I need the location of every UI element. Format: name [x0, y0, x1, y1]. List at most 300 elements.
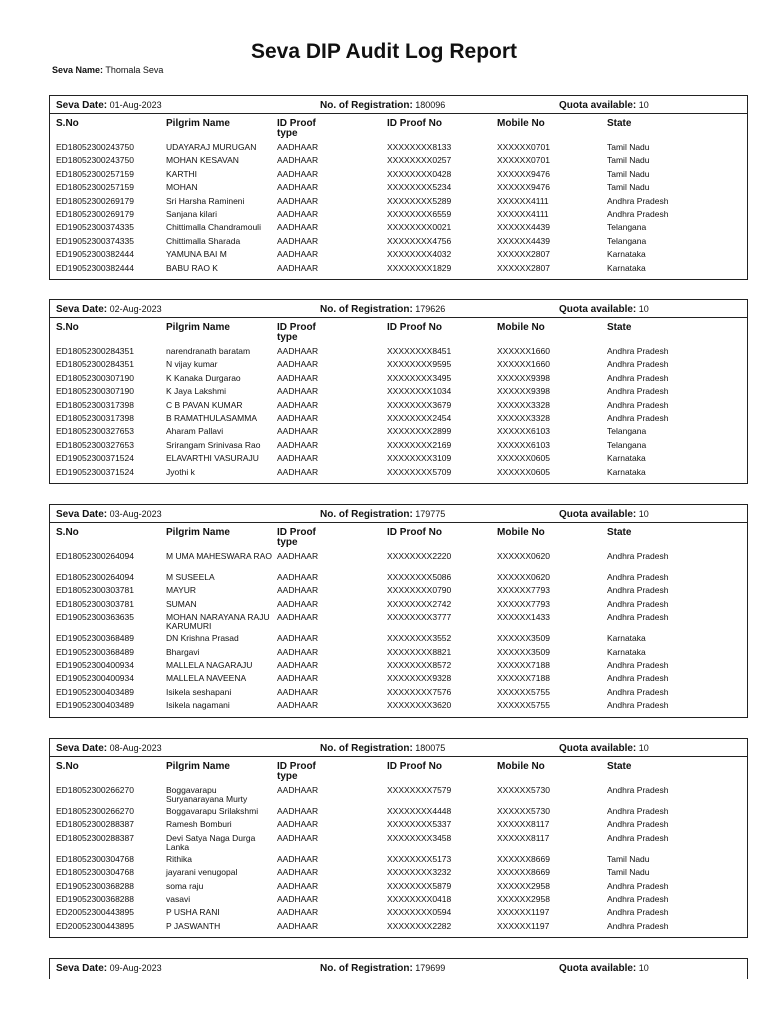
column-header: ID Proof No	[387, 322, 442, 333]
table-row	[50, 399, 747, 412]
table-row	[50, 866, 747, 879]
table-cell: ED19052300374335	[56, 235, 134, 246]
table-cell: AADHAAR	[277, 880, 319, 891]
table-cell: Karnataka	[607, 646, 646, 657]
table-cell: XXXXXXXX5234	[387, 182, 452, 193]
seva-name	[52, 65, 163, 75]
table-row	[50, 880, 747, 893]
table-cell: Andhra Pradesh	[607, 386, 669, 397]
seva-date-value: 02-Aug-2023	[107, 304, 162, 314]
table-cell: Karnataka	[607, 466, 646, 477]
table-cell: XXXXXX3328	[497, 412, 550, 423]
table-cell: XXXXXXXX4756	[387, 235, 452, 246]
table-cell: Andhra Pradesh	[607, 585, 669, 596]
table-cell: XXXXXXXX9595	[387, 359, 452, 370]
table-cell: ED18052300317398	[56, 412, 134, 423]
table-cell: narendranath baratam	[166, 346, 251, 356]
table-cell: XXXXXXXX3552	[387, 633, 452, 644]
block-padding	[50, 933, 747, 937]
table-cell: XXXXXX0605	[497, 466, 550, 477]
table-cell: ED18052300269179	[56, 195, 134, 206]
table-cell: MOHAN	[166, 182, 198, 193]
table-cell: XXXXXXXX6559	[387, 208, 452, 219]
block-padding	[50, 713, 747, 717]
table-cell: Tamil Nadu	[607, 182, 650, 193]
table-cell: Karnataka	[607, 249, 646, 260]
table-cell: ED18052300269179	[56, 208, 134, 219]
table-cell: ED18052300303781	[56, 585, 134, 596]
table-row	[50, 208, 747, 221]
table-cell: Andhra Pradesh	[607, 686, 669, 697]
table-cell: Tamil Nadu	[607, 168, 650, 179]
table-cell: Andhra Pradesh	[607, 700, 669, 711]
table-cell: Andhra Pradesh	[607, 612, 669, 623]
table-cell: ED18052300317398	[56, 399, 134, 410]
table-row	[50, 452, 747, 465]
table-cell: XXXXXXXX5086	[387, 572, 452, 582]
table-cell: BABU RAO K	[166, 262, 218, 273]
seva-name-label: Seva Name:	[52, 65, 104, 75]
table-row	[50, 262, 747, 275]
block-padding	[50, 479, 747, 483]
table-cell: Telangana	[607, 235, 647, 246]
table-cell: Tamil Nadu	[607, 142, 650, 152]
registration-count	[320, 743, 445, 754]
table-cell: AADHAAR	[277, 585, 319, 596]
table-cell: DN Krishna Prasad	[166, 633, 239, 644]
table-cell: AADHAAR	[277, 832, 319, 843]
registration-count-label: No. of Registration:	[320, 100, 413, 111]
table-cell: AADHAAR	[277, 867, 319, 878]
table-cell: ED20052300443895	[56, 907, 134, 918]
column-header: ID Proof type	[277, 527, 316, 548]
seva-date-label: Seva Date:	[56, 509, 108, 520]
table-cell: XXXXXXXX0021	[387, 222, 452, 233]
table-cell: Andhra Pradesh	[607, 659, 669, 670]
seva-date-value: 01-Aug-2023	[107, 100, 162, 110]
table-cell: Telangana	[607, 222, 647, 233]
table-cell: soma raju	[166, 880, 204, 891]
registration-count-label: No. of Registration:	[320, 963, 413, 974]
table-cell: Chittimalla Chandramouli	[166, 222, 261, 233]
seva-date-label: Seva Date:	[56, 304, 108, 315]
table-row	[50, 659, 747, 672]
seva-date	[56, 743, 162, 754]
table-cell: ED18052300327653	[56, 426, 134, 437]
table-row	[50, 611, 747, 632]
registration-count-value: 179626	[412, 304, 446, 314]
table-cell: ED18052300264094	[56, 551, 134, 561]
column-header: S.No	[56, 527, 79, 538]
table-cell: ED18052300257159	[56, 168, 134, 179]
table-cell: ED19052300403489	[56, 686, 134, 697]
column-header: S.No	[56, 761, 79, 772]
table-cell: ED19052300371524	[56, 466, 134, 477]
seva-date	[56, 963, 162, 974]
table-cell: XXXXXX6103	[497, 439, 550, 450]
registration-count-value: 180096	[412, 100, 446, 110]
table-row	[50, 805, 747, 818]
table-cell: AADHAAR	[277, 208, 319, 219]
seva-name-value: Thomala Seva	[105, 65, 164, 75]
column-header: State	[607, 761, 632, 772]
table-row	[50, 141, 747, 154]
table-cell: XXXXXXXX3679	[387, 399, 452, 410]
table-cell: AADHAAR	[277, 893, 319, 904]
table-cell: AADHAAR	[277, 222, 319, 233]
quota-available-value: 10	[636, 743, 649, 753]
registration-count-value: 179775	[412, 509, 446, 519]
quota-available-label: Quota available:	[559, 509, 637, 520]
seva-date-block	[49, 738, 748, 938]
table-cell: XXXXXXXX2899	[387, 426, 452, 437]
table-cell: XXXXXX0701	[497, 142, 550, 152]
table-cell: XXXXXXXX0790	[387, 585, 452, 596]
table-cell: XXXXXX8117	[497, 832, 550, 843]
table-cell: XXXXXX7188	[497, 673, 550, 684]
table-cell: Ramesh Bomburi	[166, 819, 232, 830]
column-header: ID Proof No	[387, 761, 442, 772]
block-header	[50, 505, 747, 523]
quota-available-label: Quota available:	[559, 100, 637, 111]
table-cell: Andhra Pradesh	[607, 208, 669, 219]
table-cell: AADHAAR	[277, 412, 319, 423]
table-cell: Srirangam Srinivasa Rao	[166, 439, 261, 450]
table-cell: P JASWANTH	[166, 920, 221, 931]
table-cell: ED19052300400934	[56, 659, 134, 670]
table-cell: ELAVARTHI VASURAJU	[166, 453, 259, 464]
column-header: Pilgrim Name	[166, 322, 230, 333]
quota-available-label: Quota available:	[559, 743, 637, 754]
table-cell: XXXXXXXX2454	[387, 412, 452, 423]
table-cell: Isikela nagamani	[166, 700, 230, 711]
table-cell: Sanjana kilari	[166, 208, 218, 219]
table-cell: jayarani venugopal	[166, 867, 238, 878]
table-cell: AADHAAR	[277, 249, 319, 260]
column-header: ID Proof type	[277, 118, 316, 139]
registration-count-value: 180075	[412, 743, 446, 753]
column-header: Pilgrim Name	[166, 118, 230, 129]
table-cell: XXXXXXXX5337	[387, 819, 452, 830]
table-cell: XXXXXXXX3109	[387, 453, 452, 464]
seva-date-label: Seva Date:	[56, 100, 108, 111]
table-cell: XXXXXXXX4032	[387, 249, 452, 260]
table-cell: XXXXXX8669	[497, 853, 550, 864]
block-padding	[50, 275, 747, 279]
registration-count-label: No. of Registration:	[320, 304, 413, 315]
table-cell: ED19052300368489	[56, 633, 134, 644]
table-cell: Andhra Pradesh	[607, 195, 669, 206]
table-cell: ED18052300304768	[56, 853, 134, 864]
registration-count	[320, 509, 445, 520]
table-cell: XXXXXXXX5709	[387, 466, 452, 477]
table-cell: Aharam Pallavi	[166, 426, 224, 437]
registration-count-label: No. of Registration:	[320, 509, 413, 520]
table-cell: XXXXXX2807	[497, 249, 550, 260]
table-cell: XXXXXX0620	[497, 551, 550, 561]
quota-available-label: Quota available:	[559, 304, 637, 315]
table-cell: AADHAAR	[277, 346, 319, 356]
table-cell: Karnataka	[607, 453, 646, 464]
column-header: S.No	[56, 118, 79, 129]
table-cell: AADHAAR	[277, 646, 319, 657]
table-cell: XXXXXX7188	[497, 659, 550, 670]
table-cell: Devi Satya Naga Durga Lanka	[166, 832, 256, 852]
table-row	[50, 195, 747, 208]
quota-available-value: 10	[636, 304, 649, 314]
table-cell: AADHAAR	[277, 155, 319, 166]
table-cell: B RAMATHULASAMMA	[166, 412, 257, 423]
table-cell: XXXXXXXX0428	[387, 168, 452, 179]
table-cell: ED19052300368288	[56, 880, 134, 891]
table-cell: AADHAAR	[277, 572, 319, 582]
table-cell: Andhra Pradesh	[607, 551, 669, 561]
table-cell: C B PAVAN KUMAR	[166, 399, 243, 410]
table-cell: ED18052300243750	[56, 142, 134, 152]
table-cell: MOHAN KESAVAN	[166, 155, 239, 166]
table-cell: XXXXXXXX2169	[387, 439, 452, 450]
block-header	[50, 959, 747, 976]
table-cell: AADHAAR	[277, 235, 319, 246]
table-cell: ED19052300382444	[56, 249, 134, 260]
column-header: Mobile No	[497, 118, 545, 129]
table-cell: ED18052300266270	[56, 785, 134, 795]
table-cell: Andhra Pradesh	[607, 372, 669, 383]
table-cell: Andhra Pradesh	[607, 920, 669, 931]
table-cell: Telangana	[607, 439, 647, 450]
table-row	[50, 571, 747, 584]
registration-count	[320, 963, 445, 974]
table-cell: XXXXXX1197	[497, 920, 550, 931]
table-cell: ED19052300382444	[56, 262, 134, 273]
table-cell: Jyothi k	[166, 466, 195, 477]
table-cell: UDAYARAJ MURUGAN	[166, 142, 257, 152]
table-cell: XXXXXX1197	[497, 907, 550, 918]
table-cell: AADHAAR	[277, 785, 319, 795]
table-cell: XXXXXX2807	[497, 262, 550, 273]
table-cell: AADHAAR	[277, 907, 319, 918]
table-cell: MAYUR	[166, 585, 197, 596]
column-headers	[50, 523, 747, 550]
column-headers	[50, 757, 747, 784]
table-cell: ED18052300288387	[56, 832, 134, 843]
table-row	[50, 906, 747, 919]
table-cell: XXXXXX8117	[497, 819, 550, 830]
table-cell: ED19052300368489	[56, 646, 134, 657]
table-cell: AADHAAR	[277, 466, 319, 477]
table-cell: ED18052300243750	[56, 155, 134, 166]
table-cell: XXXXXXXX3458	[387, 832, 452, 843]
table-cell: ED18052300327653	[56, 439, 134, 450]
table-cell: MOHAN NARAYANA RAJU KARUMURI	[166, 612, 270, 632]
table-cell: AADHAAR	[277, 142, 319, 152]
table-cell: Telangana	[607, 426, 647, 437]
table-cell: ED18052300288387	[56, 819, 134, 830]
table-cell: K Jaya Lakshmi	[166, 386, 226, 397]
table-cell: XXXXXXXX2282	[387, 920, 452, 931]
table-cell: AADHAAR	[277, 168, 319, 179]
table-cell: XXXXXXXX3620	[387, 700, 452, 711]
table-cell: Andhra Pradesh	[607, 785, 669, 795]
table-cell: XXXXXXXX3232	[387, 867, 452, 878]
table-cell: XXXXXXXX5879	[387, 880, 452, 891]
table-cell: Andhra Pradesh	[607, 359, 669, 370]
table-cell: XXXXXXXX5289	[387, 195, 452, 206]
table-cell: Bhargavi	[166, 646, 200, 657]
table-cell: Boggavarapu Suryanarayana Murty	[166, 785, 248, 804]
table-cell: XXXXXXXX1829	[387, 262, 452, 273]
table-cell: SUMAN	[166, 598, 197, 609]
table-row	[50, 699, 747, 712]
table-cell: XXXXXX5755	[497, 686, 550, 697]
table-cell: XXXXXX4439	[497, 235, 550, 246]
table-cell: Andhra Pradesh	[607, 399, 669, 410]
seva-date-value: 08-Aug-2023	[107, 743, 162, 753]
table-cell: ED18052300264094	[56, 572, 134, 582]
column-header: State	[607, 527, 632, 538]
quota-available	[559, 509, 649, 520]
table-cell: AADHAAR	[277, 633, 319, 644]
table-row	[50, 550, 747, 571]
table-cell: AADHAAR	[277, 806, 319, 816]
table-cell: AADHAAR	[277, 659, 319, 670]
seva-date-block	[49, 958, 748, 979]
table-row	[50, 818, 747, 831]
table-cell: AADHAAR	[277, 686, 319, 697]
table-cell: Boggavarapu Srilakshmi	[166, 806, 259, 816]
registration-count	[320, 100, 445, 111]
table-cell: AADHAAR	[277, 453, 319, 464]
column-header: State	[607, 322, 632, 333]
table-cell: XXXXXXXX3777	[387, 612, 452, 623]
table-cell: ED18052300307190	[56, 372, 134, 383]
table-cell: XXXXXX5730	[497, 806, 550, 816]
table-cell: XXXXXXXX7576	[387, 686, 452, 697]
table-cell: XXXXXXXX4448	[387, 806, 452, 816]
column-header: S.No	[56, 322, 79, 333]
table-cell: Andhra Pradesh	[607, 673, 669, 684]
table-cell: Tamil Nadu	[607, 853, 650, 864]
seva-date-block	[49, 95, 748, 280]
seva-date-block	[49, 299, 748, 484]
table-cell: XXXXXX2958	[497, 880, 550, 891]
table-cell: Isikela seshapani	[166, 686, 232, 697]
table-cell: Andhra Pradesh	[607, 572, 669, 582]
table-cell: Andhra Pradesh	[607, 893, 669, 904]
table-cell: XXXXXX4111	[497, 208, 549, 219]
column-header: Mobile No	[497, 761, 545, 772]
table-cell: AADHAAR	[277, 182, 319, 193]
table-cell: XXXXXX9476	[497, 168, 550, 179]
table-cell: AADHAAR	[277, 426, 319, 437]
table-cell: XXXXXX0605	[497, 453, 550, 464]
seva-date	[56, 509, 162, 520]
table-row	[50, 439, 747, 452]
table-cell: ED18052300304768	[56, 867, 134, 878]
table-cell: Andhra Pradesh	[607, 880, 669, 891]
column-header: Mobile No	[497, 322, 545, 333]
table-cell: XXXXXXXX0418	[387, 893, 452, 904]
table-cell: XXXXXX3328	[497, 399, 550, 410]
table-cell: XXXXXXXX9328	[387, 673, 452, 684]
table-cell: ED19052300400934	[56, 673, 134, 684]
table-cell: AADHAAR	[277, 819, 319, 830]
table-row	[50, 784, 747, 805]
table-cell: AADHAAR	[277, 359, 319, 370]
table-cell: ED18052300284351	[56, 359, 134, 370]
table-cell: XXXXXX3509	[497, 633, 550, 644]
table-cell: XXXXXX1660	[497, 346, 550, 356]
table-cell: XXXXXX0701	[497, 155, 550, 166]
table-row	[50, 646, 747, 659]
column-header: ID Proof type	[277, 761, 316, 782]
table-cell: XXXXXXXX2220	[387, 551, 452, 561]
column-headers	[50, 114, 747, 141]
seva-date-label: Seva Date:	[56, 743, 108, 754]
report-title: Seva DIP Audit Log Report	[250, 40, 518, 63]
quota-available	[559, 743, 649, 754]
registration-count	[320, 304, 445, 315]
table-row	[50, 425, 747, 438]
table-cell: MALLELA NAVEENA	[166, 673, 247, 684]
column-header: Mobile No	[497, 527, 545, 538]
block-header	[50, 300, 747, 318]
table-cell: XXXXXX9398	[497, 386, 550, 397]
table-cell: AADHAAR	[277, 386, 319, 397]
column-headers	[50, 318, 747, 345]
table-cell: K Kanaka Durgarao	[166, 372, 241, 383]
table-cell: Karnataka	[607, 262, 646, 273]
table-cell: ED18052300257159	[56, 182, 134, 193]
column-header: ID Proof No	[387, 118, 442, 129]
table-row	[50, 154, 747, 167]
quota-available-value: 10	[636, 509, 649, 519]
table-cell: Karnataka	[607, 633, 646, 644]
table-cell: ED18052300284351	[56, 346, 134, 356]
seva-date-label: Seva Date:	[56, 963, 108, 974]
table-cell: XXXXXX4439	[497, 222, 550, 233]
table-cell: Sri Harsha Ramineni	[166, 195, 245, 206]
table-cell: ED19052300371524	[56, 453, 134, 464]
table-cell: Chittimalla Sharada	[166, 235, 241, 246]
table-cell: XXXXXX5730	[497, 785, 550, 795]
table-cell: ED19052300374335	[56, 222, 134, 233]
table-cell: XXXXXX1433	[497, 612, 550, 623]
table-row	[50, 920, 747, 933]
table-row	[50, 672, 747, 685]
table-cell: Tamil Nadu	[607, 155, 650, 166]
table-cell: YAMUNA BAI M	[166, 249, 227, 260]
table-cell: XXXXXX4111	[497, 195, 549, 206]
table-cell: XXXXXX6103	[497, 426, 550, 437]
quota-available	[559, 100, 649, 111]
table-row	[50, 598, 747, 611]
table-cell: XXXXXX3509	[497, 646, 550, 657]
table-row	[50, 358, 747, 371]
table-row	[50, 853, 747, 866]
table-cell: vasavi	[166, 893, 191, 904]
seva-date-value: 03-Aug-2023	[107, 509, 162, 519]
table-cell: XXXXXX8669	[497, 867, 550, 878]
table-row	[50, 893, 747, 906]
table-cell: XXXXXX9476	[497, 182, 550, 193]
column-header: ID Proof No	[387, 527, 442, 538]
table-row	[50, 221, 747, 234]
table-cell: ED19052300368288	[56, 893, 134, 904]
table-cell: XXXXXXXX1034	[387, 386, 452, 397]
table-cell: XXXXXXXX5173	[387, 853, 452, 864]
table-row	[50, 385, 747, 398]
